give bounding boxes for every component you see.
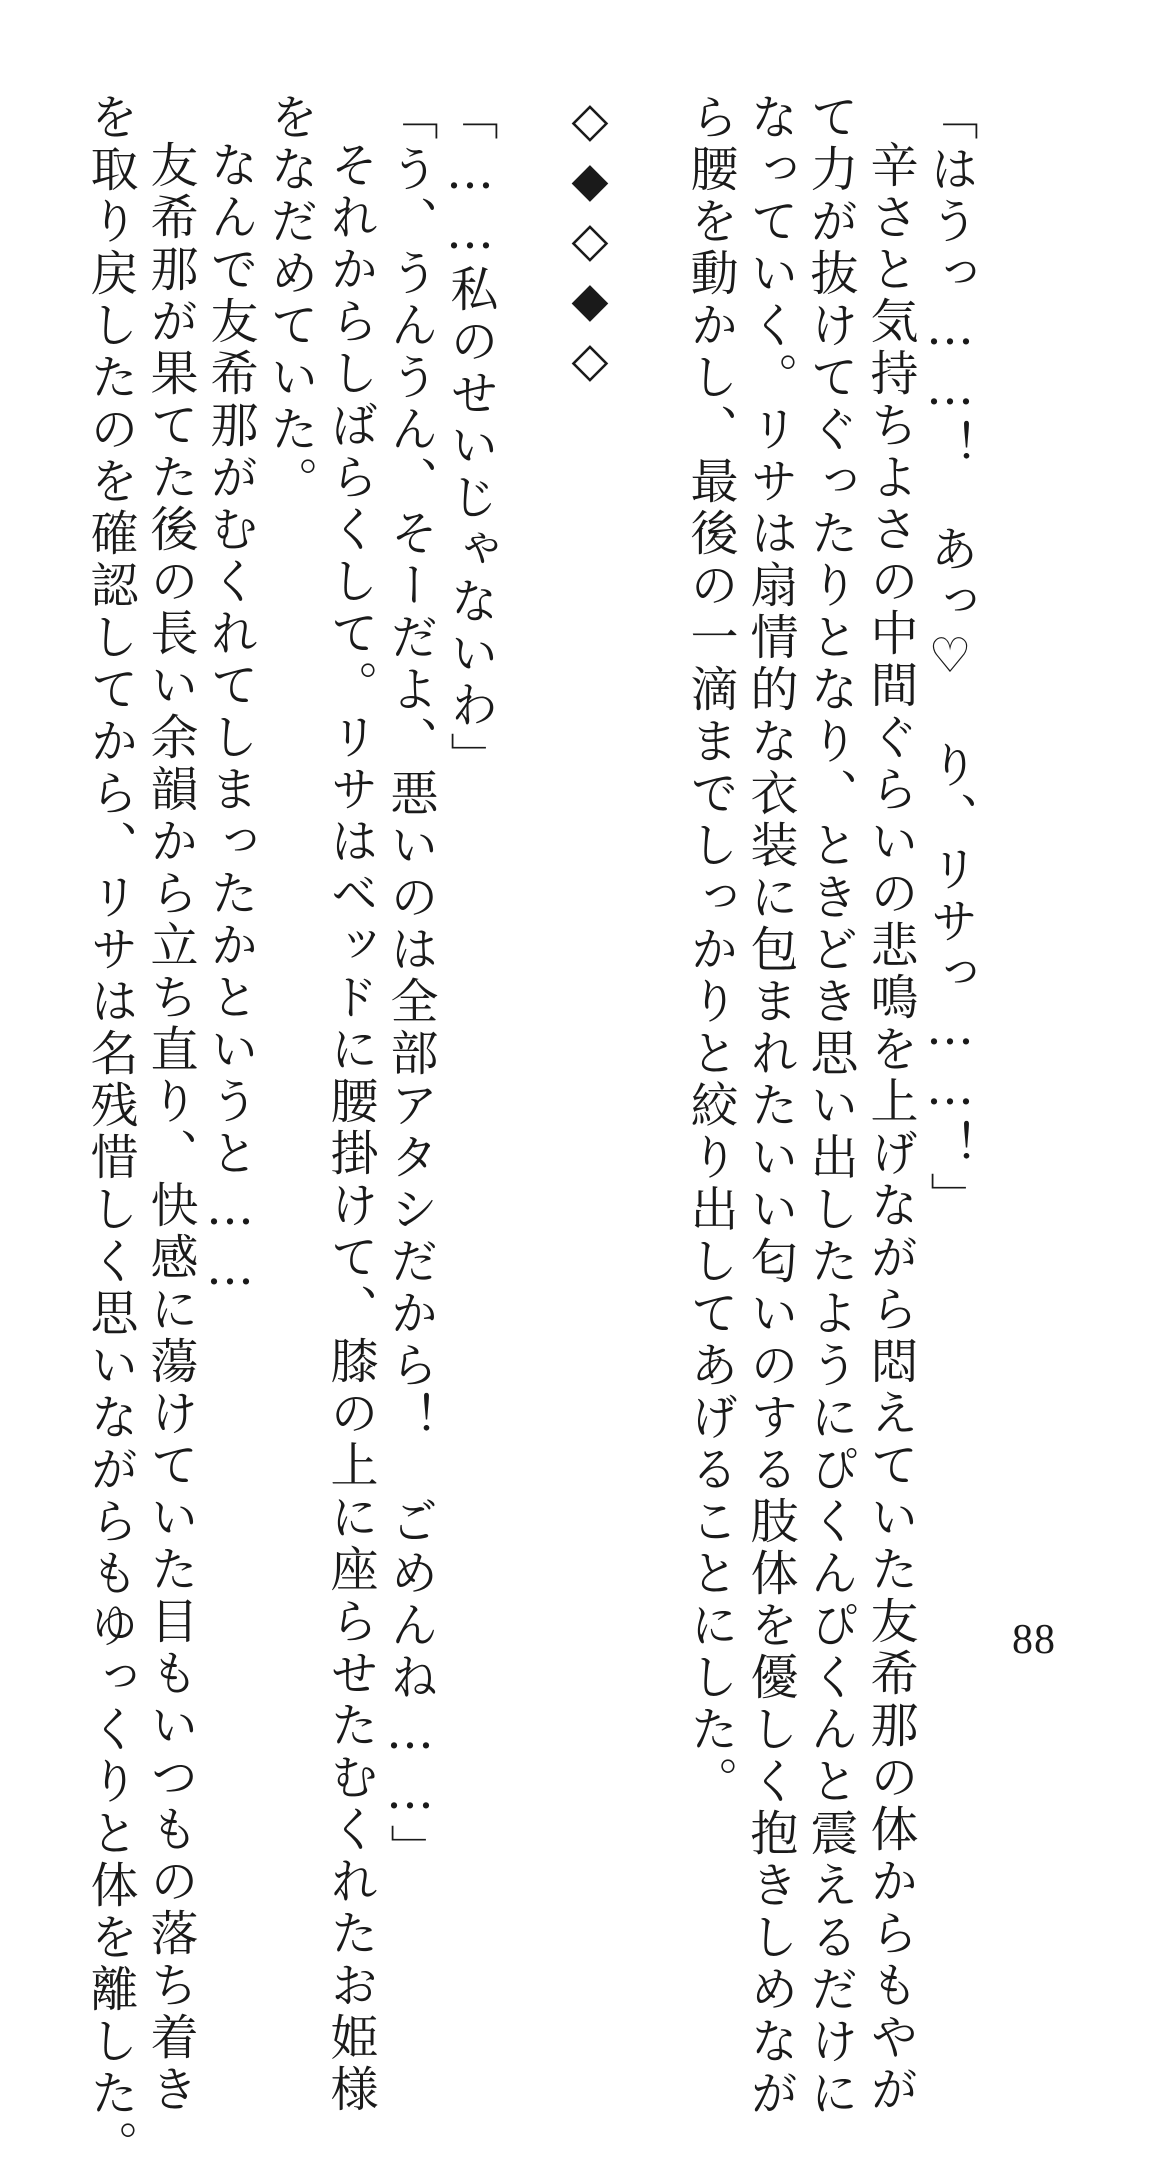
- page-number: 88: [1012, 1617, 1056, 1663]
- text-line: 「はうっ……！ あっ♡ り、リサっ……！」: [922, 92, 978, 1224]
- text-line: 友希那が果てた後の長い余韻から立ち直り、快感に蕩けていた目もいつもの落ち着き: [142, 140, 198, 2116]
- text-line: 「……私のせいじゃないわ」: [442, 92, 498, 784]
- blank-line: [620, 92, 680, 1522]
- text-line: 「う、うんうん、そーだよ、悪いのは全部アタシだから！ ごめんね……」: [382, 92, 438, 1876]
- vertical-text-body: [80, 92, 980, 2172]
- section-separator: ◇◆◇◆◇: [562, 92, 618, 392]
- text-line: それからしばらくして。リサはベッドに腰掛けて、膝の上に座らせたむくれたお姫様: [322, 140, 378, 2116]
- text-line: を取り戻したのを確認してから、リサは名残惜しく思いながらもゆっくりと体を離した。: [82, 92, 138, 2172]
- text-line: ら腰を動かし、最後の一滴までしっかりと絞り出してあげることにした。: [682, 92, 738, 1808]
- blank-line: [500, 92, 560, 1522]
- text-line: をなだめていた。: [262, 92, 318, 508]
- text-line: 辛さと気持ちよさの中間ぐらいの悲鳴を上げながら悶えていた友希那の体からもやが: [862, 140, 918, 2116]
- text-line: なっていく。リサは扇情的な衣装に包まれたいい匂いのする肢体を優しく抱きしめなが: [742, 92, 798, 2120]
- text-line: て力が抜けてぐったりとなり、ときどき思い出したようにぴくんぴくんと震えるだけに: [802, 92, 858, 2120]
- text-line: なんで友希那がむくれてしまったかというと……: [202, 140, 258, 1300]
